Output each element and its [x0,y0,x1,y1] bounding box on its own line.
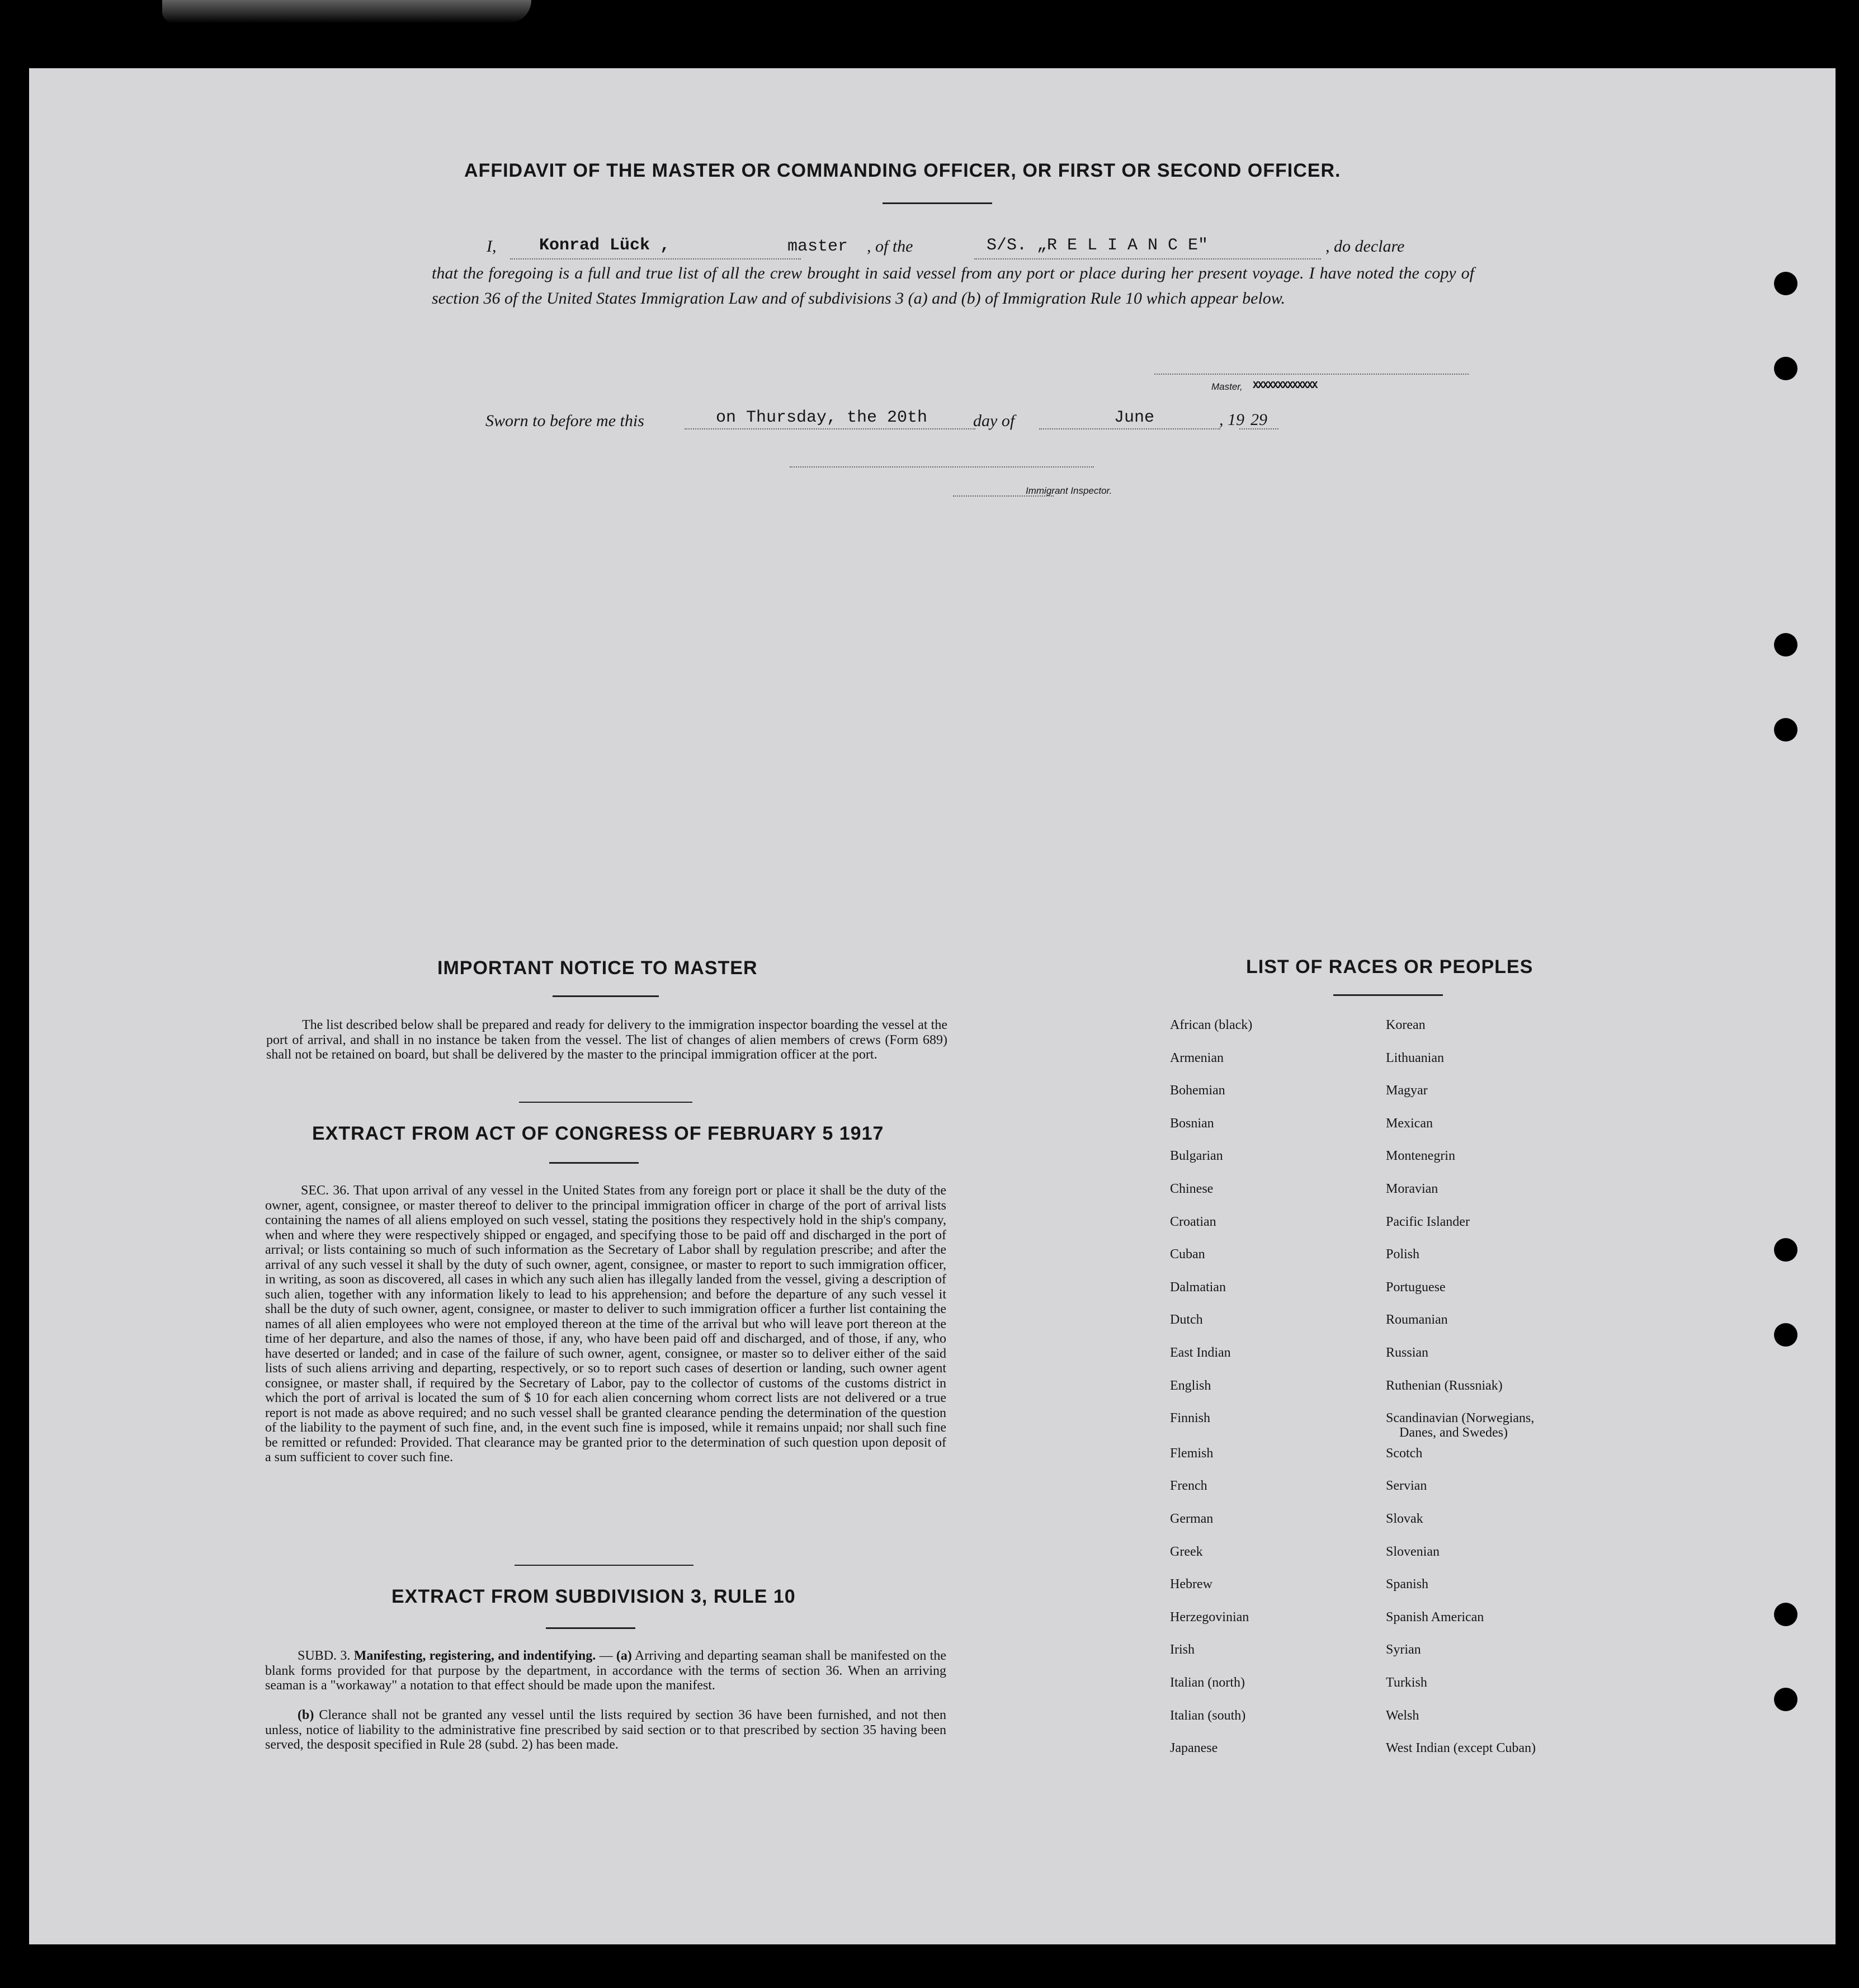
race-item: Turkish [1386,1675,1427,1690]
race-item: Flemish [1170,1446,1214,1461]
sworn-label: Sworn to before me this [485,412,644,430]
race-item: Korean [1386,1018,1426,1032]
subd-dash: — [596,1649,616,1663]
race-item: Slovenian [1386,1545,1440,1559]
act-text: SEC. 36. That upon arrival of any vessel in the United States from any foreign port or place it shall be the duty of the owner, agent, consignee, or master thereof to deliver to the principal immigration officer in charge of the port of arrival lists containing the names of all aliens employed on such vessel, stating the positions they respectively hold in the ship's company, when and where they were respectively shipped or engaged, and specifying those to be paid off and discharged in the port of arrival; or lists containing so much of such information as the Secretary of Labor shall by regulation prescribe; and after the arrival of any such vessel it shall by the duty of such owner, agent, consignee, or master to report to such immigration officer, in writing, as soon as discovered, all cases in which any such alien has illegally landed from the vessel, giving a description of such alien, together with any information likely to lead to his apprehension; and before the departure of any such vessel it shall be the duty of such owner, agent, consignee, or master to deliver to such immigration officer a further list containing the names of all alien employees who were not employed thereon at the time of the arrival but who will leave port thereon at the time of her departure, and also the names of those, if any, who have been paid off and discharged, and of those, if any, who have deserted or landed; and in case of the failure of such owner, agent, consignee, or master so to deliver either of the said lists of such aliens arriving and departing, respectively, or so to report such cases of desertion or landing, such owner agent consignee, or master shall, if required by the Secretary of Labor, pay to the collector of customs of the customs district in which the port of arrival is located the sum of $ 10 for each alien concerning whom correct lists are not delivered or a true report is not made as above required; and no such vessel shall be granted clearance pending the determination of the question of the liability to the payment of such fine, and, in the event such fine is imposed, while it remains unpaid; nor shall such fine be remitted or refunded: Provided. That clearance may be granted prior to the determination of such question upon deposit of a sum sufficient to cover such fine. [265,1183,946,1465]
race-item: Slovak [1386,1512,1423,1526]
month-line [1039,428,1220,429]
race-item: Cuban [1170,1247,1205,1262]
race-item: Armenian [1170,1051,1224,1065]
race-item: Welsh [1386,1708,1419,1723]
race-item: Russian [1386,1345,1429,1360]
race-item: Dutch [1170,1312,1203,1327]
para-b-label: (b) [298,1708,314,1722]
sworn-year: 29 [1251,410,1267,429]
year-line [1239,428,1278,429]
race-item: Bosnian [1170,1116,1214,1131]
master-signature-label: Master, [1211,381,1243,392]
race-item: African (black) [1170,1018,1253,1032]
subdivision-para-a [265,1649,946,1693]
vessel-line [974,258,1321,259]
sworn-day-line [685,428,975,429]
punch-hole [1774,633,1797,657]
affidavit-heading: AFFIDAVIT OF THE MASTER OR COMMANDING OFFICER, OR FIRST OR SECOND OFFICER. [464,160,1341,181]
heading-divider [1333,994,1443,996]
do-declare-label: , do declare [1325,237,1405,256]
race-item: Dalmatian [1170,1280,1226,1295]
subd-title: Manifesting, registering, and indentifying. [353,1649,596,1663]
sworn-day: on Thursday, the 20th [716,408,928,427]
race-item: West Indian (except Cuban) [1386,1741,1536,1755]
year-prefix: , 19 [1219,410,1244,429]
race-item: Polish [1386,1247,1420,1262]
master-name: Konrad Lück , [539,236,671,255]
race-item: Finnish [1170,1411,1211,1425]
heading-divider [546,1627,635,1629]
race-item: Portuguese [1386,1280,1446,1295]
race-item: Spanish American [1386,1610,1484,1625]
scan-edge-mark [162,0,531,23]
subd-label: SUBD. 3. [298,1649,351,1663]
punch-hole [1774,1603,1797,1626]
punch-hole [1774,272,1797,295]
punch-hole [1774,1238,1797,1262]
race-item: Servian [1386,1479,1427,1493]
name-line [510,258,801,259]
section-divider [515,1565,693,1566]
day-of-label: day of [973,412,1015,430]
punch-hole [1774,718,1797,742]
race-item: Spanish [1386,1577,1429,1592]
race-item: Montenegrin [1386,1149,1455,1163]
punch-hole [1774,1323,1797,1347]
act-heading: EXTRACT FROM ACT OF CONGRESS OF FEBRUARY 5 1917 [312,1123,884,1144]
race-item: Hebrew [1170,1577,1212,1592]
vessel-name: S/S. „R E L I A N C E" [987,236,1209,255]
races-heading: LIST OF RACES OR PEOPLES [1246,956,1534,978]
race-item: Scandinavian (Norwegians, [1386,1411,1535,1425]
master-signature-line [1154,374,1469,375]
race-item: Greek [1170,1545,1203,1559]
form-page [29,68,1836,1944]
para-a-label: (a) [616,1649,632,1663]
race-item: Ruthenian (Russniak) [1386,1378,1503,1393]
race-item: Bulgarian [1170,1149,1223,1163]
heading-divider [549,1162,639,1164]
race-item: Italian (north) [1170,1675,1245,1690]
heading-divider [883,202,992,204]
punch-hole [1774,1688,1797,1711]
i-label: I, [487,237,497,256]
race-item: Italian (south) [1170,1708,1246,1723]
para-a-text: Arriving and departing seaman shall be manifested on the blank forms provided for that purpose by the department, in accordance with the terms of section 36. When an arriving seaman is a "workaway" a notation to that effect should be made upon the manifest. [265,1649,947,1693]
race-item: Magyar [1386,1083,1428,1098]
race-item: Mexican [1386,1116,1433,1131]
race-item: East Indian [1170,1345,1231,1360]
subdivision-para-b [265,1708,946,1753]
struck-out-title: XXXXXXXXXXXXX [1253,380,1317,391]
race-item: Scotch [1386,1446,1423,1461]
race-item: Roumanian [1386,1312,1448,1327]
subdivision-heading: EXTRACT FROM SUBDIVISION 3, RULE 10 [391,1586,796,1607]
race-item: Japanese [1170,1741,1218,1755]
race-item: Moravian [1386,1182,1438,1196]
notice-heading: IMPORTANT NOTICE TO MASTER [437,957,758,979]
section-divider [519,1102,692,1103]
para-b-text: Clerance shall not be granted any vessel until the lists required by section 36 have been furnished, and not then unless, notice of liability to the administrative fine prescribed by said section or to that prescribed by section 35 having been served, the desposit specified in Rule 28 (subd. 2) has been made. [265,1708,946,1752]
race-item: Lithuanian [1386,1051,1444,1065]
punch-hole [1774,357,1797,380]
affidavit-body: that the foregoing is a full and true list of all the crew brought in said vessel from any port or place during her present voyage. I have noted the copy of section 36 of the United States Immigration Law and of subdivisions 3 (a) and (b) of Immigration Rule 10 which appear below. [432,264,1474,308]
race-item: Herzegovinian [1170,1610,1249,1625]
race-item: Danes, and Swedes) [1399,1425,1508,1440]
race-item: Pacific Islander [1386,1215,1470,1229]
race-item: French [1170,1479,1207,1493]
race-item: German [1170,1512,1214,1526]
of-the-label: , of the [867,237,913,256]
race-item: Irish [1170,1642,1195,1657]
heading-divider [553,995,659,997]
sworn-month: June [1114,408,1155,427]
inspector-signature-line [790,466,1094,468]
race-item: Bohemian [1170,1083,1225,1098]
race-item: Syrian [1386,1642,1421,1657]
race-item: Croatian [1170,1215,1216,1229]
race-item: English [1170,1378,1211,1393]
inspector-label: Immigrant Inspector. [1026,485,1112,496]
notice-text: The list described below shall be prepared and ready for delivery to the immigration inspector boarding the vessel at the port of arrival, and shall in no instance be taken from the vessel. The list of changes of alien members of crews (Form 689) shall not be retained on board, but shall be delivered by the master to the principal immigration officer at the port. [266,1018,947,1062]
master-rank: master [787,237,848,256]
race-item: Chinese [1170,1182,1214,1196]
